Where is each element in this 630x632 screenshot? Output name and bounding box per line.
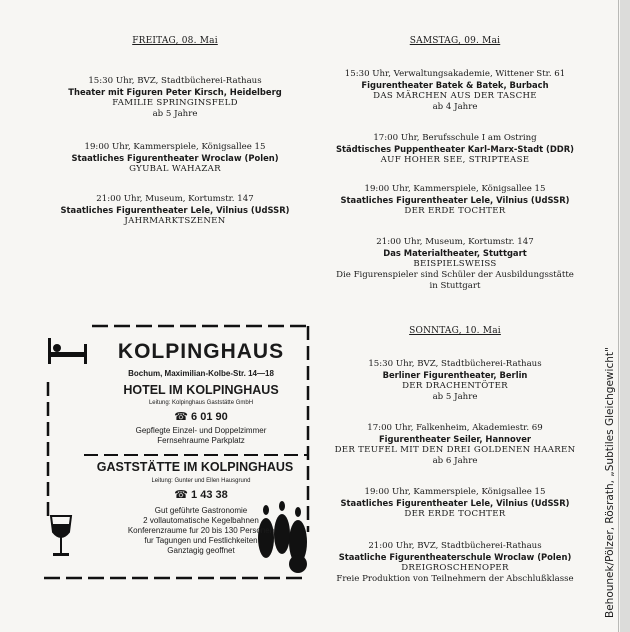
restaurant-desc: Ganztagig geoffnet xyxy=(167,546,235,555)
event-note: ab 6 Jahre xyxy=(432,456,478,466)
hotel-desc: Gepflegte Einzel- und Doppelzimmer xyxy=(135,426,267,435)
event-title: DER TEUFEL MIT DEN DREI GOLDENEN HAAREN xyxy=(334,445,576,455)
event-title: DER ERDE TOCHTER xyxy=(404,509,506,519)
event-troupe: Staatliches Figurentheater Lele, Vilnius (UdSSR) xyxy=(340,498,570,508)
event-time-place: 19:00 Uhr, Kammerspiele, Königsallee 15 xyxy=(364,487,546,497)
event-troupe: Staatliches Figurentheater Lele, Vilnius (UdSSR) xyxy=(60,205,290,215)
event-title: GYUBAL WAHAZAR xyxy=(129,164,221,174)
phone-icon: ☎ xyxy=(174,411,192,423)
event-troupe: Berliner Figurentheater, Berlin xyxy=(382,370,528,380)
phone-icon: ☎ xyxy=(174,489,192,501)
event-time-place: 17:00 Uhr, Falkenheim, Akademiestr. 69 xyxy=(367,423,543,433)
event-title: DER DRACHENTÖTER xyxy=(402,381,508,391)
restaurant-desc: Gut geführte Gastronomie xyxy=(154,506,248,515)
event-time-place: 15:30 Uhr, BVZ, Stadtbücherei-Rathaus xyxy=(88,76,262,86)
event-sunday-2 xyxy=(325,423,585,467)
event-title: AUF HOHER SEE, STRIPTEASE xyxy=(380,155,530,165)
event-title: DER ERDE TOCHTER xyxy=(404,206,506,216)
day-heading-sunday: SONNTAG, 10. Mai xyxy=(409,326,501,336)
event-saturday-2 xyxy=(325,133,585,166)
event-troupe: Staatliches Figurentheater Lele, Vilnius (UdSSR) xyxy=(340,195,570,205)
event-time-place: 19:00 Uhr, Kammerspiele, Königsallee 15 xyxy=(364,184,546,194)
day-heading-saturday: SAMSTAG, 09. Mai xyxy=(409,36,501,46)
event-sunday-1 xyxy=(325,359,585,403)
event-note: ab 4 Jahre xyxy=(432,102,478,112)
restaurant-desc: fur Tagungen und Festlichkeiten xyxy=(144,536,258,545)
event-troupe: Staatliches Figurentheater Wroclaw (Polen) xyxy=(71,153,279,163)
event-saturday-4 xyxy=(325,237,585,292)
hotel-management: Leitung: Kolpinghaus Gaststätte GmbH xyxy=(148,400,254,406)
kolpinghaus-ad xyxy=(44,322,312,582)
page-fold-line xyxy=(618,0,619,632)
event-title: JAHRMARKTSZENEN xyxy=(124,216,226,226)
bed-icon xyxy=(46,336,90,366)
event-time-place: 19:00 Uhr, Kammerspiele, Königsallee 15 xyxy=(84,142,266,152)
event-time-place: 15:30 Uhr, Verwaltungsakademie, Wittener Str. 61 xyxy=(344,69,566,79)
event-note: Freie Produktion von Teilnehmern der Abschlußklasse xyxy=(336,574,574,584)
event-title: DAS MÄRCHEN AUS DER TASCHE xyxy=(373,91,537,101)
event-note: Die Figurenspieler sind Schüler der Ausbildungsstätte xyxy=(336,270,574,280)
restaurant-desc: Konferenzraume fur 20 bis 130 Personen xyxy=(127,526,275,535)
event-time-place: 17:00 Uhr, Berufsschule I am Ostring xyxy=(373,133,537,143)
event-time-place: 15:30 Uhr, BVZ, Stadtbücherei-Rathaus xyxy=(368,359,542,369)
hotel-desc: Fernsehraume Parkplatz xyxy=(157,436,245,445)
restaurant-heading: GASTSTÄTTE IM KOLPINGHAUS xyxy=(96,460,294,474)
hotel-phone xyxy=(96,410,306,423)
event-friday-2 xyxy=(40,142,310,175)
event-title: DREIGROSCHENOPER xyxy=(401,563,509,573)
ad-name: KOLPINGHAUS xyxy=(117,340,285,363)
wine-glass-icon xyxy=(48,512,74,562)
event-note: ab 5 Jahre xyxy=(152,109,198,119)
event-title: FAMILIE SPRINGINSFELD xyxy=(112,98,238,108)
event-time-place: 21:00 Uhr, Museum, Kortumstr. 147 xyxy=(96,194,254,204)
event-sunday-3 xyxy=(325,487,585,520)
event-note: ab 5 Jahre xyxy=(432,392,478,402)
event-troupe: Figurentheater Seiler, Hannover xyxy=(378,434,532,444)
event-friday-3 xyxy=(40,194,310,227)
photo-credit: Behounek/Pölzer, Rösrath, „Subtiles Gleichgewicht" xyxy=(604,347,616,618)
restaurant-management: Leitung: Gunter und Ellen Hausgrund xyxy=(151,478,251,484)
hotel-heading: HOTEL IM KOLPINGHAUS xyxy=(123,383,279,397)
event-time-place: 21:00 Uhr, Museum, Kortumstr. 147 xyxy=(376,237,534,247)
event-troupe: Staatliche Figurentheaterschule Wroclaw (Polen) xyxy=(338,552,572,562)
event-title: BEISPIELSWEISS xyxy=(413,259,497,269)
ad-address: Bochum, Maximilian-Kolbe-Str. 14—18 xyxy=(128,369,274,378)
event-troupe: Theater mit Figuren Peter Kirsch, Heidelberg xyxy=(68,87,282,97)
event-note: in Stuttgart xyxy=(429,281,481,291)
restaurant-phone xyxy=(96,488,306,501)
page-edge xyxy=(620,0,630,632)
event-saturday-3 xyxy=(325,184,585,217)
event-time-place: 21:00 Uhr, BVZ, Stadtbücherei-Rathaus xyxy=(368,541,542,551)
day-heading-friday: FREITAG, 08. Mai xyxy=(132,36,218,46)
event-troupe: Städtisches Puppentheater Karl-Marx-Stadt (DDR) xyxy=(335,144,575,154)
restaurant-phone-number: 1 43 38 xyxy=(191,489,228,501)
event-troupe: Figurentheater Batek & Batek, Burbach xyxy=(361,80,549,90)
event-friday-1 xyxy=(40,76,310,120)
event-saturday-1 xyxy=(325,69,585,113)
restaurant-desc: 2 vollautomatische Kegelbahnen xyxy=(143,516,259,525)
event-sunday-4 xyxy=(325,541,585,585)
hotel-phone-number: 6 01 90 xyxy=(191,411,228,423)
event-troupe: Das Materialtheater, Stuttgart xyxy=(383,248,527,258)
